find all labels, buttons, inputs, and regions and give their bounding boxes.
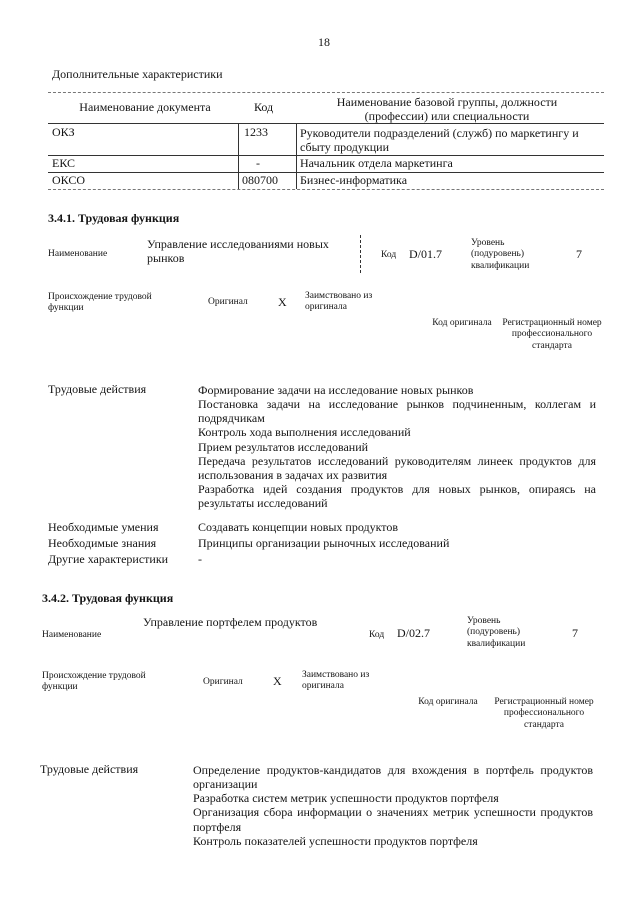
actions-list-3-4-2 <box>193 763 593 848</box>
table-row-okso-code: 080700 <box>242 173 278 187</box>
action-item: Определение продуктов-кандидатов для вхождения в портфель продуктов организации <box>193 763 593 792</box>
additional-characteristics-title: Дополнительные характеристики <box>52 67 223 81</box>
action-item: Передача результатов исследований руководителям линеек продуктов для использования в задачах их развития <box>198 453 596 482</box>
name-box-border-right-3-4-1 <box>360 235 361 273</box>
action-item: Контроль хода выполнения исследований <box>198 425 411 440</box>
code-value-3-4-2: D/02.7 <box>397 626 430 640</box>
action-item: Разработка идей создания продуктов для новых рынков, опираясь на результаты исследований <box>198 482 596 511</box>
actions-list-3-4-1 <box>198 383 596 510</box>
knowledge-value-3-4-1: Принципы организации рыночных исследований <box>198 536 450 550</box>
table-row-eks-name: Начальник отдела маркетинга <box>300 156 453 170</box>
function-name-3-4-1: Управление исследованиями новых рынков <box>147 237 329 266</box>
actions-label-3-4-2: Трудовые действия <box>40 762 139 776</box>
level-label-3-4-2: Уровень (подуровень) квалификации <box>467 616 526 649</box>
code-label-3-4-1: Код <box>381 250 397 260</box>
original-mark-3-4-1: X <box>278 295 287 309</box>
section-title-3-4-2: 3.4.2. Трудовая функция <box>42 591 174 605</box>
original-label-3-4-1: Оригинал <box>208 297 248 307</box>
origin-label-3-4-2: Происхождение трудовой функции <box>42 671 146 693</box>
action-item: Организация сбора информации о значениях метрик успешности продуктов портфеля <box>193 805 593 834</box>
action-item: Разработка систем метрик успешности продуктов портфеля <box>193 791 499 806</box>
table-top-border <box>48 92 604 93</box>
name-label-3-4-1: Наименование <box>48 249 108 259</box>
table-row-eks-doc: ЕКС <box>52 156 76 170</box>
section-title-3-4-1: 3.4.1. Трудовая функция <box>48 211 180 225</box>
skills-label-3-4-1: Необходимые умения <box>48 520 159 534</box>
table-row-okz-name: Руководители подразделений (служб) по маркетингу и сбыту продукции <box>300 126 579 155</box>
other-label-3-4-1: Другие характеристики <box>48 552 169 566</box>
table-col-divider-2 <box>296 123 297 189</box>
table-row-eks-code: - <box>256 156 260 170</box>
level-value-3-4-2: 7 <box>572 626 578 640</box>
page-number: 18 <box>318 35 330 49</box>
name-label-3-4-2: Наименование <box>42 630 102 640</box>
knowledge-label-3-4-1: Необходимые знания <box>48 536 157 550</box>
level-value-3-4-1: 7 <box>576 247 582 261</box>
action-item: Контроль показателей успешности продуктов портфеля <box>193 833 478 848</box>
function-name-3-4-2: Управление портфелем продуктов <box>143 615 318 629</box>
table-col-divider-1 <box>238 123 239 189</box>
skills-value-3-4-1: Создавать концепции новых продуктов <box>198 520 399 534</box>
table-row-okz-code: 1233 <box>244 125 268 139</box>
table-header-doc-name: Наименование документа <box>79 100 211 114</box>
reg-number-label-3-4-1: Регистрационный номер профессионального стандарта <box>502 318 602 351</box>
orig-code-label-3-4-2: Код оригинала <box>418 697 478 707</box>
table-header-code: Код <box>254 100 274 114</box>
original-mark-3-4-2: X <box>273 674 282 688</box>
table-row-okz-doc: ОКЗ <box>52 125 75 139</box>
level-label-3-4-1: Уровень (подуровень) квалификации <box>471 238 530 271</box>
table-bottom-border <box>48 189 604 190</box>
reg-number-label-3-4-2: Регистрационный номер профессионального стандарта <box>494 697 594 730</box>
action-item: Постановка задачи на исследование рынков подчиненным, коллегам и подрядчикам <box>198 397 596 426</box>
code-label-3-4-2: Код <box>369 630 385 640</box>
table-header-group-name: Наименование базовой группы, должности (профессии) или специальности <box>336 95 558 124</box>
table-row-okso-doc: ОКСО <box>52 173 86 187</box>
action-item: Прием результатов исследований <box>198 439 369 454</box>
other-value-3-4-1: - <box>198 552 202 566</box>
borrowed-label-3-4-2: Заимствовано из оригинала <box>302 670 370 692</box>
original-label-3-4-2: Оригинал <box>203 677 243 687</box>
origin-label-3-4-1: Происхождение трудовой функции <box>48 292 152 314</box>
code-value-3-4-1: D/01.7 <box>409 247 442 261</box>
table-row-okso-name: Бизнес-информатика <box>300 173 408 187</box>
orig-code-label-3-4-1: Код оригинала <box>432 318 492 328</box>
table-header-border <box>48 123 604 124</box>
action-item: Формирование задачи на исследование новых рынков <box>198 383 474 397</box>
borrowed-label-3-4-1: Заимствовано из оригинала <box>305 291 373 313</box>
actions-label-3-4-1: Трудовые действия <box>48 382 147 396</box>
